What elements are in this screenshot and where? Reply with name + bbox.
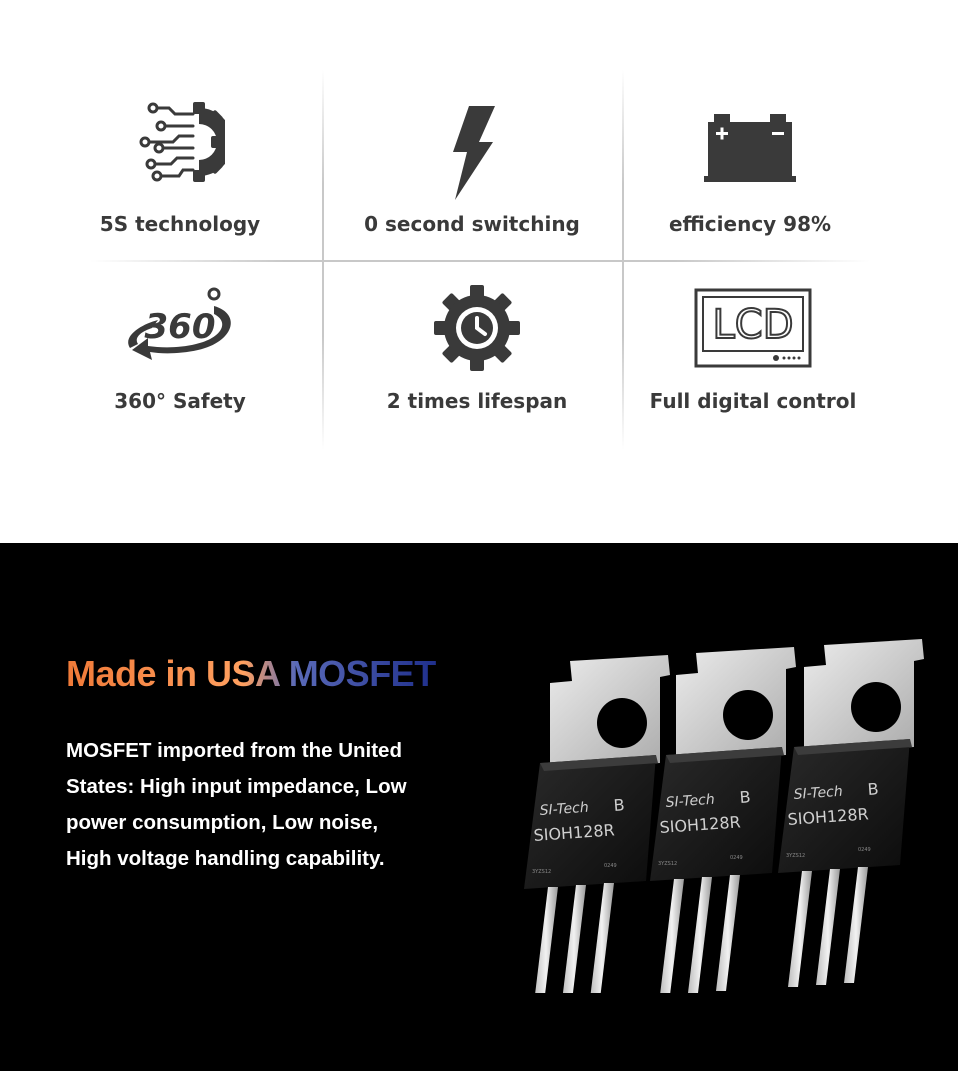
description-line: States: High input impedance, Low [66, 775, 407, 798]
description-line: High voltage handling capability. [66, 847, 385, 870]
feature-label: Full digital control [649, 389, 857, 413]
feature-label: 5S technology [99, 212, 261, 236]
description-line: power consumption, Low noise, [66, 811, 379, 834]
svg-text:SIOH128R: SIOH128R [532, 820, 616, 845]
feature-label: efficiency 98% [668, 212, 832, 236]
promo-description [66, 733, 466, 877]
feature-label: 2 times lifespan [386, 389, 568, 413]
grid-divider [90, 260, 870, 262]
battery-icon [600, 112, 900, 184]
rotate-360-icon [30, 284, 330, 364]
feature-label: 360° Safety [114, 389, 246, 413]
description-line: MOSFET imported from the United [66, 739, 402, 762]
lcd-display-icon [603, 288, 903, 368]
mosfet-promo-banner [0, 543, 958, 1071]
svg-text:3YZS12: 3YZS12 [532, 869, 552, 875]
svg-text:SI-Tech: SI-Tech [539, 799, 590, 819]
svg-text:LCD: LCD [712, 302, 794, 348]
promo-headline: Made in USA MOSFET [66, 653, 436, 694]
feature-label: 0 second switching [364, 212, 580, 236]
lightning-bolt-icon [322, 106, 622, 200]
circuit-gear-icon [30, 100, 330, 184]
mosfet-transistors-image [510, 623, 940, 997]
svg-text:360: 360 [144, 307, 216, 347]
gear-clock-icon [327, 284, 627, 372]
svg-text:0249: 0249 [604, 863, 617, 869]
svg-text:B: B [612, 795, 626, 815]
mosfet-transistor [524, 655, 670, 993]
